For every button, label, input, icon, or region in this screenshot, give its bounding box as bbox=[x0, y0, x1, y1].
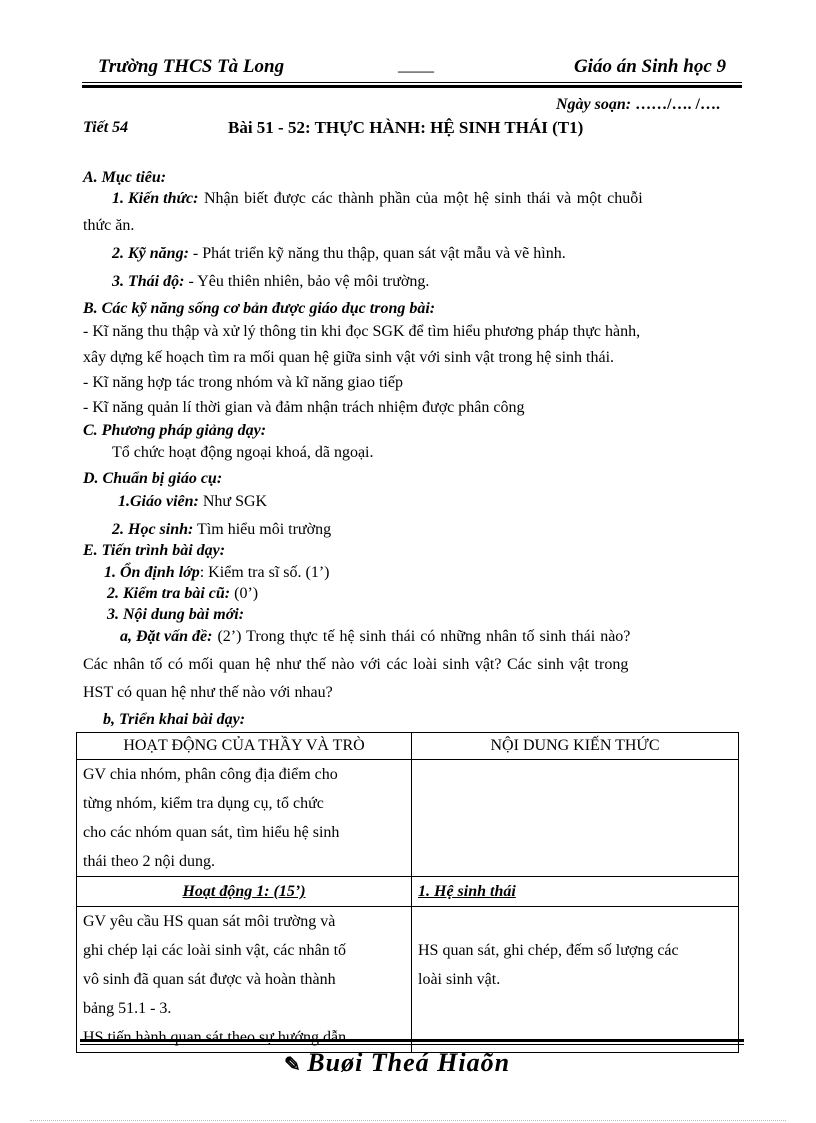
e-item1-text: : Kiểm tra sĩ số. (1’) bbox=[199, 564, 330, 581]
sub-a-label: a, Đặt vấn đề: bbox=[120, 628, 213, 645]
teacher-line bbox=[118, 493, 267, 511]
table-row bbox=[77, 907, 739, 1053]
date-line bbox=[556, 96, 720, 114]
table-row bbox=[77, 877, 739, 907]
e-item1 bbox=[104, 564, 329, 582]
section-b-line3: - Kĩ năng hợp tác trong nhóm và kĩ năng giao tiếp bbox=[83, 374, 403, 391]
e-item1-label: 1. Ổn định lớp bbox=[104, 564, 200, 581]
section-e-heading: E. Tiến trình bài dạy: bbox=[83, 542, 226, 559]
section-b-line2: xây dựng kế hoạch tìm ra mối quan hệ giữa sinh vật với sinh vật trong hệ sinh thái. bbox=[83, 349, 615, 366]
row2-right-line: loài sinh vật. bbox=[418, 971, 501, 988]
attitude-line bbox=[112, 273, 429, 291]
row2-right-cell bbox=[412, 907, 739, 1053]
row1-left-line: thái theo 2 nội dung. bbox=[83, 853, 215, 870]
lesson-table bbox=[76, 732, 739, 1053]
knowledge-text: Nhận biết được các thành phần của một hệ sinh thái và một chuỗi bbox=[198, 190, 643, 207]
row2-left-cell bbox=[77, 907, 412, 1053]
col-header-content: NỘI DUNG KIẾN THỨC bbox=[412, 733, 739, 760]
row2-left-line: GV yêu cầu HS quan sát môi trường và bbox=[83, 913, 336, 930]
section-c-heading: C. Phương pháp giảng dạy: bbox=[83, 422, 267, 439]
row1-left-cell bbox=[77, 760, 412, 877]
e-item2-text: (0’) bbox=[230, 585, 259, 602]
skill-label: 2. Kỹ năng: bbox=[112, 245, 189, 262]
row2-right-line: HS quan sát, ghi chép, đếm số lượng các bbox=[418, 942, 679, 959]
content-title: 1. Hệ sinh thái bbox=[418, 883, 516, 900]
subject-title: Giáo án Sinh học 9 bbox=[573, 56, 726, 77]
table-row bbox=[77, 760, 739, 877]
sub-a-line3: HST có quan hệ như thế nào với nhau? bbox=[83, 684, 333, 701]
section-c-text: Tổ chức hoạt động ngoại khoá, dã ngoại. bbox=[112, 444, 374, 461]
header-dash: ____ bbox=[398, 54, 434, 74]
row1-right-cell bbox=[412, 760, 739, 877]
footer-rule bbox=[80, 1039, 744, 1045]
row1-left-line: GV chia nhóm, phân công địa điểm cho bbox=[83, 766, 338, 783]
e-item2 bbox=[107, 585, 258, 603]
knowledge-cont: thức ăn. bbox=[83, 217, 135, 234]
sub-a-line1 bbox=[120, 628, 630, 646]
content-title-cell bbox=[412, 877, 739, 907]
attitude-label: 3. Thái độ: bbox=[112, 273, 185, 290]
row2-left-line: vô sinh đã quan sát được và hoàn thành bbox=[83, 971, 336, 988]
section-b-line4: - Kĩ năng quản lí thời gian và đảm nhận trách nhiệm được phân công bbox=[83, 399, 525, 416]
teacher-text: Như SGK bbox=[198, 493, 268, 510]
table-header-row bbox=[77, 733, 739, 760]
school-name: Trường THCS Tà Long bbox=[98, 56, 285, 77]
col-header-activities: HOẠT ĐỘNG CỦA THẦY VÀ TRÒ bbox=[77, 733, 412, 760]
row2-left-line: HS tiến hành quan sát theo sự hướng dẫn bbox=[83, 1029, 347, 1046]
page-edge-line bbox=[30, 1120, 786, 1121]
activity-title: Hoạt động 1: (15’) bbox=[182, 883, 306, 900]
row1-left-line: cho các nhóm quan sát, tìm hiểu hệ sinh bbox=[83, 824, 340, 841]
sub-a-text: (2’) Trong thực tế hệ sinh thái có những nhân tố sinh thái nào? bbox=[212, 628, 631, 645]
sub-b-label: b, Triển khai bài dạy: bbox=[103, 711, 246, 728]
section-b-line1: - Kĩ năng thu thập và xử lý thông tin khi đọc SGK để tìm hiểu phương pháp thực hành, bbox=[83, 323, 641, 340]
knowledge-line bbox=[112, 190, 643, 208]
attitude-text: - Yêu thiên nhiên, bảo vệ môi trường. bbox=[184, 273, 430, 290]
row2-left-line: bảng 51.1 - 3. bbox=[83, 1000, 172, 1017]
section-b-heading: B. Các kỹ năng sống cơ bản được giáo dục trong bài: bbox=[83, 300, 436, 317]
date-value: ……/…. /…. bbox=[635, 96, 720, 113]
student-line bbox=[112, 521, 331, 539]
header-rule bbox=[82, 82, 742, 88]
teacher-label: 1.Giáo viên: bbox=[118, 493, 199, 510]
knowledge-label: 1. Kiến thức: bbox=[112, 190, 199, 207]
e-item2-label: 2. Kiểm tra bài cũ: bbox=[107, 585, 231, 602]
section-a-heading: A. Mục tiêu: bbox=[83, 169, 167, 186]
lesson-number: Tiết 54 bbox=[83, 119, 129, 136]
skill-line bbox=[112, 245, 566, 263]
author-name: Buøi Theá Hiaõn bbox=[307, 1048, 511, 1077]
e-item3: 3. Nội dung bài mới: bbox=[107, 606, 245, 623]
skill-text: - Phát triển kỹ năng thu thập, quan sát vật mẫu và vẽ hình. bbox=[188, 245, 566, 262]
row1-left-line: từng nhóm, kiểm tra dụng cụ, tổ chức bbox=[83, 795, 324, 812]
lesson-title: Bài 51 - 52: THỰC HÀNH: HỆ SINH THÁI (T1) bbox=[228, 118, 584, 137]
student-label: 2. Học sinh: bbox=[112, 521, 194, 538]
pen-icon: ✎ bbox=[284, 1054, 301, 1076]
footer-author bbox=[284, 1048, 510, 1078]
activity-title-cell bbox=[77, 877, 412, 907]
row2-left-line: ghi chép lại các loài sinh vật, các nhân tố bbox=[83, 942, 347, 959]
date-label: Ngày soạn: bbox=[556, 96, 632, 113]
section-d-heading: D. Chuẩn bị giáo cụ: bbox=[83, 470, 223, 487]
student-text: Tìm hiểu môi trường bbox=[193, 521, 332, 538]
sub-a-line2: Các nhân tố có mối quan hệ như thế nào với các loài sinh vật? Các sinh vật trong bbox=[83, 656, 629, 673]
